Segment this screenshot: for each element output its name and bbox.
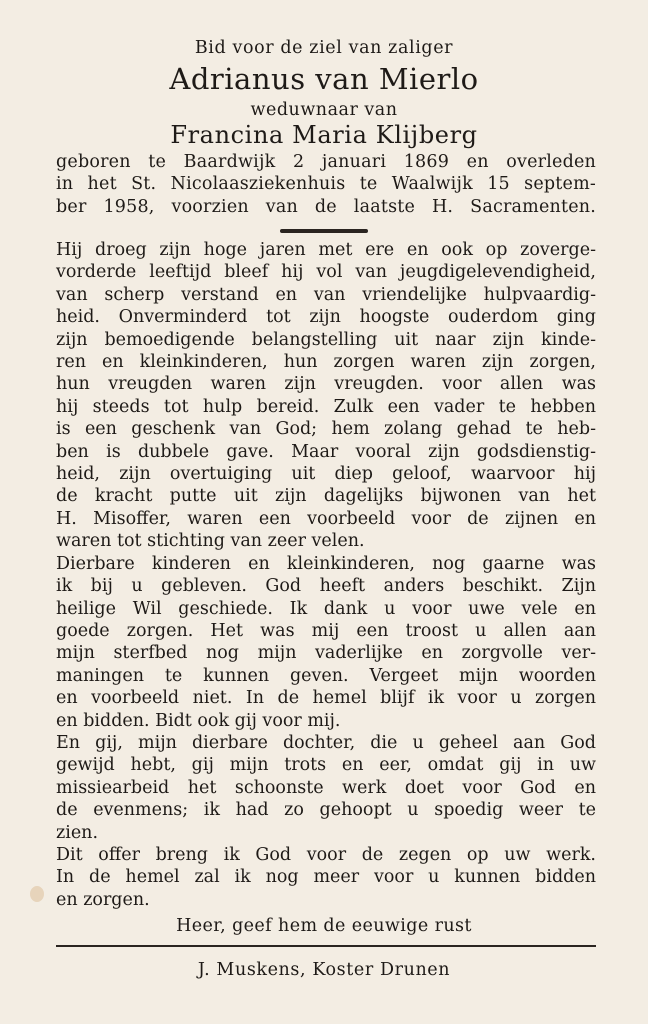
body-line: missiearbeid het schoonste werk doet voor God en bbox=[56, 777, 596, 798]
body-line: zien. bbox=[56, 822, 99, 843]
body-line: zijn bemoedigende belangstelling uit naar zijn kinde- bbox=[56, 329, 596, 350]
body-line: hun vreugden waren zijn vreugden. voor allen was bbox=[56, 374, 596, 395]
birth-line: ber 1958, voorzien van de laatste H. Sacramenten. bbox=[56, 196, 596, 217]
birth-line: geboren te Baardwijk 2 januari 1869 en overleden bbox=[56, 152, 596, 172]
birth-death-details bbox=[56, 151, 596, 218]
paper-stain bbox=[30, 886, 44, 902]
body-line: H. Misoffer, waren een voorbeeld voor de zijnen en bbox=[56, 508, 596, 529]
body-line: heid. Onverminderd tot zijn hoogste ouderdom ging bbox=[56, 307, 596, 328]
body-line: de kracht putte uit zijn dagelijks bijwonen van het bbox=[56, 486, 596, 507]
body-line: heid, zijn overtuiging uit diep geloof, waarvoor hij bbox=[56, 464, 596, 485]
body-line: gewijd hebt, gij mijn trots en eer, omdat gij in uw bbox=[56, 755, 596, 776]
footer-rule bbox=[56, 945, 596, 947]
body-line: en bidden. Bidt ook gij voor mij. bbox=[56, 710, 341, 731]
body-line: heilige Wil geschiede. Ik dank u voor uwe vele en bbox=[56, 598, 596, 619]
body-line: ben is dubbele gave. Maar vooral zijn godsdienstig- bbox=[56, 441, 596, 462]
body-line: maningen te kunnen geven. Vergeet mijn woorden bbox=[56, 665, 596, 686]
body-line: waren tot stichting van zeer velen. bbox=[56, 531, 365, 552]
body-line: en zorgen. bbox=[56, 889, 150, 910]
body-line: vorderde leeftijd bleef hij vol van jeugdigelevendigheid, bbox=[56, 262, 596, 283]
body-line: hij steeds tot hulp bereid. Zulk een vader te hebben bbox=[56, 396, 596, 417]
widower-of-line: weduwnaar van bbox=[250, 100, 398, 120]
intro-line: Bid voor de ziel van zaliger bbox=[194, 38, 454, 58]
body-line: de evenmens; ik had zo gehoopt u spoedig weer te bbox=[56, 800, 596, 821]
body-line: Dit offer breng ik God voor de zegen op uw werk. bbox=[56, 844, 596, 865]
birth-line: in het St. Nicolaasziekenhuis te Waalwijk 15 septem- bbox=[56, 174, 596, 195]
body-line: ik bij u gebleven. God heeft anders beschikt. Zijn bbox=[56, 576, 596, 597]
body-line: In de hemel zal ik nog meer voor u kunnen bidden bbox=[56, 867, 596, 888]
body-line: ren en kleinkinderen, hun zorgen waren zijn zorgen, bbox=[56, 352, 596, 373]
spouse-name: Francina Maria Klijberg bbox=[170, 121, 478, 149]
body-line: goede zorgen. Het was mij een troost u allen aan bbox=[56, 620, 596, 641]
memorial-text bbox=[56, 239, 596, 911]
body-line: en voorbeeld niet. In de hemel blijf ik voor u zorgen bbox=[56, 688, 596, 709]
body-line: Dierbare kinderen en kleinkinderen, nog gaarne was bbox=[56, 553, 596, 574]
body-line: En gij, mijn dierbare dochter, die u geheel aan God bbox=[56, 732, 596, 753]
body-line: mijn sterfbed nog mijn vaderlijke en zorgvolle ver- bbox=[56, 643, 596, 664]
body-line: van scherp verstand en van vriendelijke hulpvaardig- bbox=[56, 284, 596, 305]
deceased-name: Adrianus van Mierlo bbox=[169, 62, 479, 96]
ornamental-divider bbox=[280, 229, 368, 233]
body-line: Hij droeg zijn hoge jaren met ere en ook op zoverge- bbox=[56, 240, 596, 260]
body-line: is een geschenk van God; hem zolang gehad te heb- bbox=[56, 419, 596, 440]
closing-prayer: Heer, geef hem de eeuwige rust bbox=[176, 916, 472, 936]
printer-credit: J. Muskens, Koster Drunen bbox=[197, 960, 451, 980]
